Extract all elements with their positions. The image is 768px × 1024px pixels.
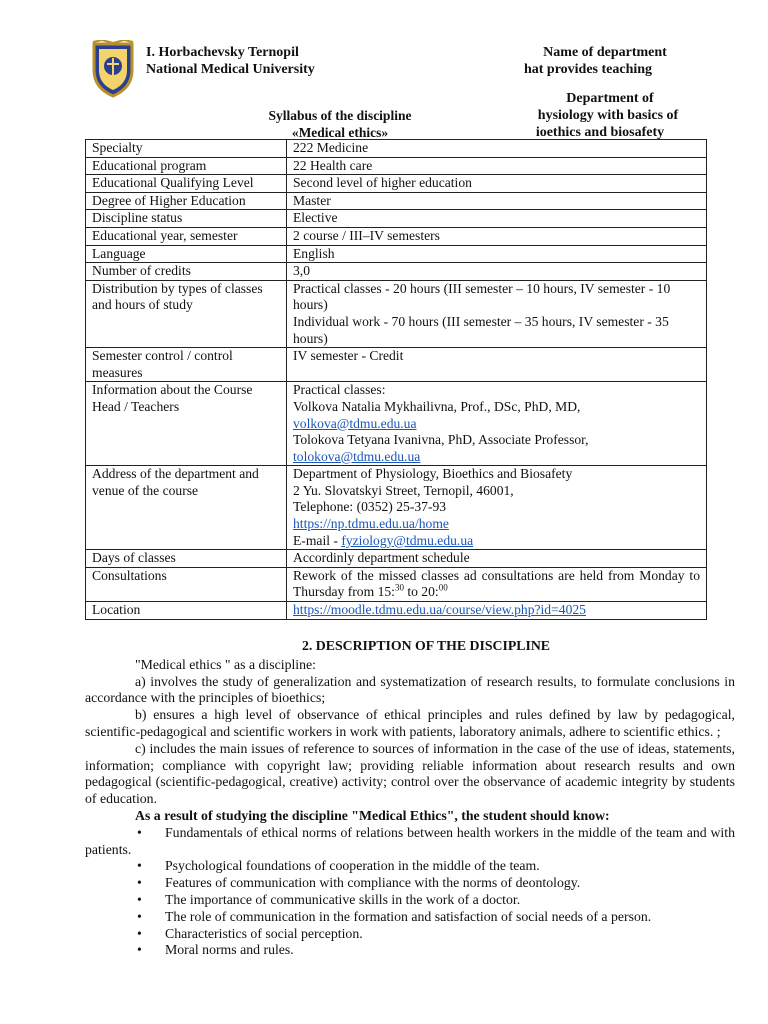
row-label: Address of the department and venue of the course [86, 466, 287, 550]
row-label: Specialty [86, 140, 287, 158]
row-label: Semester control / control measures [86, 348, 287, 382]
row-value: Accordinly department schedule [287, 550, 707, 568]
list-item [85, 926, 735, 943]
row-label: Discipline status [86, 210, 287, 228]
description-item-a: a) involves the study of generalization and systematization of research results, to formulate conclusions in accordance with the principles of bioethics; [85, 673, 735, 706]
table-row [86, 157, 707, 175]
consultations-to: to 20: [403, 584, 439, 600]
university-line-1: I. Horbachevsky Ternopil [146, 45, 299, 60]
department-email-link[interactable]: fyziology@tdmu.edu.ua [341, 532, 474, 548]
teacher-2-email-link[interactable]: tolokova@tdmu.edu.ua [293, 448, 421, 464]
row-value: English [287, 245, 707, 263]
table-row [86, 175, 707, 193]
distribution-practical: Practical classes - 20 hours (III semester – 10 hours, IV semester - 10 hours) [293, 280, 671, 313]
table-row [86, 245, 707, 263]
bullet-icon: • [137, 891, 142, 907]
learning-outcomes-heading: As a result of studying the discipline "Medical Ethics", the student should know: [135, 807, 610, 823]
description-item-b: b) ensures a high level of observance of ethical principles and rules defined by law by pedagogical, scientific-pedagogical and scientific workers in work with patients, laboratory animals, adhere to scientific ethics. ; [85, 707, 735, 739]
list-item-text: Fundamentals of ethical norms of relations between health workers in the middle of the team and with patients. [85, 824, 735, 857]
row-value: Elective [287, 210, 707, 228]
department-website-link[interactable]: https://np.tdmu.edu.ua/home [293, 516, 449, 532]
row-value [287, 602, 707, 620]
list-item-text: Characteristics of social perception. [165, 925, 363, 941]
university-line-2: National Medical University [146, 62, 315, 77]
row-value: 2 course / III–IV semesters [287, 227, 707, 245]
teacher-1: Volkova Natalia Mykhailivna, Prof., DSc, PhD, MD, [293, 398, 581, 414]
list-item [85, 892, 735, 909]
department-name [520, 90, 710, 141]
syllabus-heading: Syllabus of the discipline [268, 108, 412, 123]
email-prefix: E-mail - [293, 532, 342, 548]
dept-line-3: ioethics and biosafety [535, 125, 665, 140]
dept-top-line-1: Name of department [543, 45, 667, 60]
description-intro: "Medical ethics " as a discipline: [135, 656, 316, 672]
list-item [85, 858, 735, 875]
bullet-icon: • [137, 824, 142, 840]
row-label: Educational year, semester [86, 227, 287, 245]
table-row [86, 192, 707, 210]
distribution-individual: Individual work - 70 hours (III semester – 35 hours, IV semester - 35 hours) [293, 313, 669, 346]
course-info-table [85, 139, 707, 620]
row-value: 22 Health care [287, 157, 707, 175]
list-item-text: Features of communication with compliance with the norms of deontology. [165, 875, 581, 891]
bullet-icon: • [137, 925, 142, 941]
dept-top-line-2: hat provides teaching [523, 62, 653, 77]
table-row [86, 348, 707, 382]
table-row [86, 263, 707, 281]
course-info-details [86, 280, 707, 619]
row-label: Degree of Higher Education [86, 192, 287, 210]
table-row [86, 227, 707, 245]
telephone: Telephone: (0352) 25-37-93 [293, 499, 447, 515]
row-value [287, 466, 707, 550]
syllabus-title [250, 107, 430, 141]
teacher-2: Tolokova Tetyana Ivanivna, PhD, Associate Professor, [293, 432, 589, 448]
address-line-2: 2 Yu. Slovatskyi Street, Ternopil, 46001, [293, 482, 514, 498]
list-item-text: Moral norms and rules. [165, 942, 294, 958]
bullet-icon: • [137, 942, 142, 958]
list-item-text: The importance of communicative skills in the work of a doctor. [165, 891, 521, 907]
table-row [86, 550, 707, 568]
list-item-text: The role of communication in the formation and satisfaction of social needs of a person. [165, 908, 652, 924]
row-label: Educational program [86, 157, 287, 175]
list-item [85, 825, 735, 859]
university-name [146, 44, 315, 78]
bullet-icon: • [137, 875, 142, 891]
row-label: Days of classes [86, 550, 287, 568]
learning-outcomes-list [85, 825, 735, 959]
description-section [85, 638, 735, 959]
row-label: Location [86, 602, 287, 620]
row-value: IV semester - Credit [287, 348, 707, 382]
course-info-body [86, 140, 707, 281]
table-row [86, 140, 707, 158]
teachers-heading: Practical classes: [293, 382, 386, 398]
row-value [287, 567, 707, 601]
row-label: Educational Qualifying Level [86, 175, 287, 193]
list-item [85, 875, 735, 892]
university-crest-icon [90, 40, 136, 98]
row-value [287, 280, 707, 347]
table-row [86, 210, 707, 228]
discipline-name: «Medical ethics» [291, 125, 389, 140]
dept-line-2: hysiology with basics of [537, 108, 679, 123]
table-row [86, 466, 707, 550]
row-label: Number of credits [86, 263, 287, 281]
row-label: Language [86, 245, 287, 263]
row-value [287, 382, 707, 466]
consultations-start-minutes: 30 [394, 582, 404, 593]
list-item [85, 942, 735, 959]
description-item-c: c) includes the main issues of reference to sources of information in the case of the use of ideas, statements, information; compliance with copyright law; providing reliable information about research results and own pedagogical (scientific-pedagogical, creative) activity; control over the observance of academic integrity by students of education. [85, 740, 735, 807]
row-value: 222 Medicine [287, 140, 707, 158]
table-row [86, 280, 707, 347]
bullet-icon: • [137, 858, 142, 874]
row-value: 3,0 [287, 263, 707, 281]
table-row [86, 567, 707, 601]
row-value: Second level of higher education [287, 175, 707, 193]
address-line-1: Department of Physiology, Bioethics and Biosafety [293, 466, 573, 482]
row-label: Information about the Course Head / Teachers [86, 382, 287, 466]
list-item [85, 909, 735, 926]
dept-line-1: Department of [566, 91, 654, 106]
table-row [86, 602, 707, 620]
moodle-course-link[interactable]: https://moodle.tdmu.edu.ua/course/view.php?id=4025 [293, 602, 586, 618]
teacher-1-email-link[interactable]: volkova@tdmu.edu.ua [293, 415, 417, 431]
row-value: Master [287, 192, 707, 210]
row-label: Distribution by types of classes and hours of study [86, 280, 287, 347]
consultations-text: Rework of the missed classes ad consultations are held from Monday to Thursday from 15: [293, 567, 700, 600]
department-placeholder [510, 44, 700, 78]
table-row [86, 382, 707, 466]
bullet-icon: • [137, 908, 142, 924]
row-label: Consultations [86, 567, 287, 601]
list-item-text: Psychological foundations of cooperation in the middle of the team. [165, 858, 540, 874]
section-heading: 2. DESCRIPTION OF THE DISCIPLINE [301, 638, 550, 653]
consultations-end-minutes: 00 [438, 582, 448, 593]
